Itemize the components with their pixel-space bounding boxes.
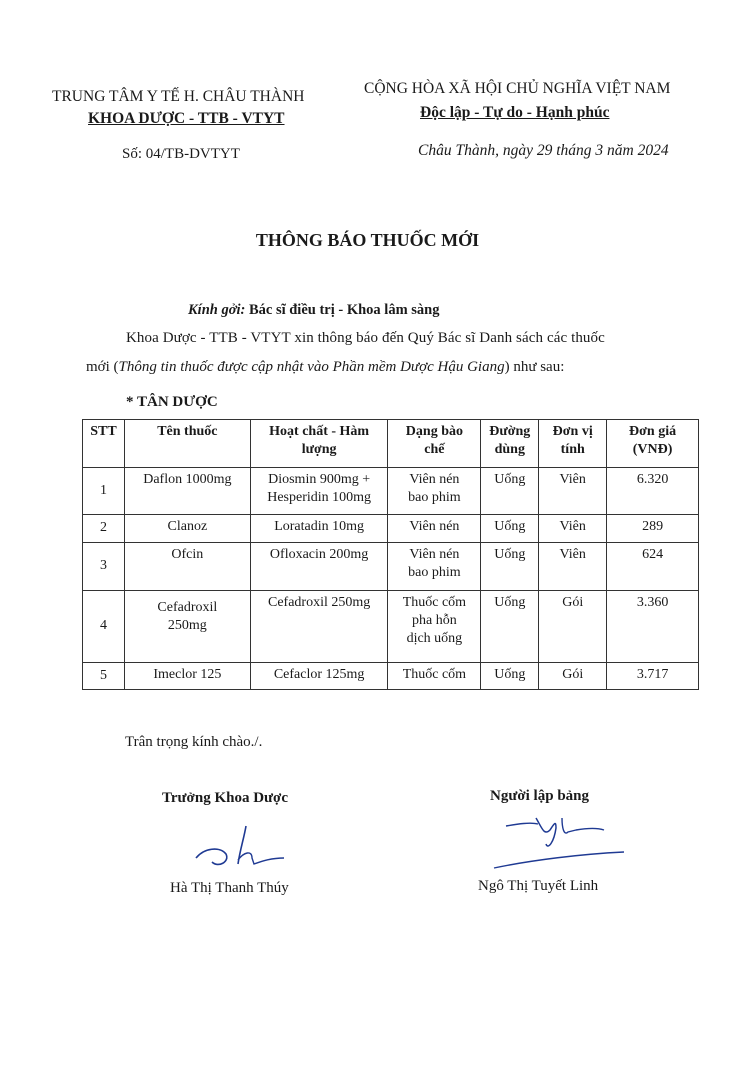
section-label: * TÂN DƯỢC [126, 394, 218, 410]
drug-table [82, 419, 699, 690]
body-line-2-start: mới ( [86, 359, 119, 375]
header-price: Đơn giá (VNĐ) [607, 420, 699, 468]
cell-unit: Viên [539, 515, 607, 543]
cell-stt: 5 [83, 663, 125, 690]
signature-left-icon [190, 822, 290, 870]
signature-right-icon [492, 810, 628, 872]
table-row [83, 468, 699, 515]
body-line-2-end: ) như sau: [504, 359, 565, 375]
cell-stt: 4 [83, 591, 125, 663]
cell-unit: Viên [539, 543, 607, 591]
cell-ingredient: Loratadin 10mg [250, 515, 388, 543]
organization-name: TRUNG TÂM Y TẾ H. CHÂU THÀNH [52, 88, 305, 105]
signer-title-right: Người lập bảng [490, 788, 590, 804]
cell-ingredient: Cefadroxil 250mg [250, 591, 388, 663]
body-line-2-italic: Thông tin thuốc được cập nhật vào Phần mềm Dược Hậu Giang [118, 359, 505, 375]
cell-stt: 2 [83, 515, 125, 543]
national-title: CỘNG HÒA XÃ HỘI CHỦ NGHĨA VIỆT NAM [364, 80, 671, 97]
cell-ingredient: Diosmin 900mg + Hesperidin 100mg [250, 468, 388, 515]
table-row [83, 515, 699, 543]
table-header-row [83, 420, 699, 468]
signer-name-left: Hà Thị Thanh Thúy [170, 880, 289, 896]
cell-route: Uống [481, 515, 539, 543]
body-line-1: Khoa Dược - TTB - VTYT xin thông báo đến Quý Bác sĩ Danh sách các thuốc [126, 330, 605, 346]
cell-price: 624 [607, 543, 699, 591]
cell-unit: Gói [539, 591, 607, 663]
recipient-label: Kính gởi: [188, 302, 246, 318]
cell-name: Cefadroxil 250mg [124, 591, 250, 663]
cell-route: Uống [481, 468, 539, 515]
cell-form: Viên nén bao phim [388, 468, 481, 515]
cell-unit: Gói [539, 663, 607, 690]
recipient-line [188, 302, 440, 319]
signer-name-right: Ngô Thị Tuyết Linh [478, 878, 599, 894]
signer-title-left: Trưởng Khoa Dược [162, 790, 289, 806]
cell-route: Uống [481, 591, 539, 663]
cell-stt: 1 [83, 468, 125, 515]
cell-price: 6.320 [607, 468, 699, 515]
cell-form: Thuốc cốm [388, 663, 481, 690]
header-name: Tên thuốc [124, 420, 250, 468]
document-title: THÔNG BÁO THUỐC MỚI [255, 230, 480, 250]
department-name: KHOA DƯỢC - TTB - VTYT [88, 110, 285, 127]
cell-price: 3.717 [607, 663, 699, 690]
cell-form: Viên nén bao phim [388, 543, 481, 591]
cell-stt: 3 [83, 543, 125, 591]
header-stt: STT [83, 420, 125, 468]
cell-price: 3.360 [607, 591, 699, 663]
table-row [83, 663, 699, 690]
cell-form: Viên nén [388, 515, 481, 543]
national-motto: Độc lập - Tự do - Hạnh phúc [420, 104, 610, 121]
cell-route: Uống [481, 663, 539, 690]
cell-name: Daflon 1000mg [124, 468, 250, 515]
closing-text: Trân trọng kính chào./. [125, 734, 263, 750]
document-number: Số: 04/TB-DVTYT [122, 146, 240, 162]
cell-unit: Viên [539, 468, 607, 515]
place-date: Châu Thành, ngày 29 tháng 3 năm 2024 [418, 142, 669, 159]
cell-price: 289 [607, 515, 699, 543]
header-unit: Đơn vị tính [539, 420, 607, 468]
cell-ingredient: Ofloxacin 200mg [250, 543, 388, 591]
cell-ingredient: Cefaclor 125mg [250, 663, 388, 690]
table-row [83, 591, 699, 663]
header-ingredient: Hoạt chất - Hàm lượng [250, 420, 388, 468]
cell-name: Clanoz [124, 515, 250, 543]
cell-form: Thuốc cốm pha hỗn dịch uống [388, 591, 481, 663]
cell-name: Imeclor 125 [124, 663, 250, 690]
cell-route: Uống [481, 543, 539, 591]
header-form: Dạng bào chế [388, 420, 481, 468]
cell-name: Ofcin [124, 543, 250, 591]
body-line-2 [86, 359, 564, 376]
table-row [83, 543, 699, 591]
recipient-value: Bác sĩ điều trị - Khoa lâm sàng [248, 302, 440, 318]
header-route: Đường dùng [481, 420, 539, 468]
